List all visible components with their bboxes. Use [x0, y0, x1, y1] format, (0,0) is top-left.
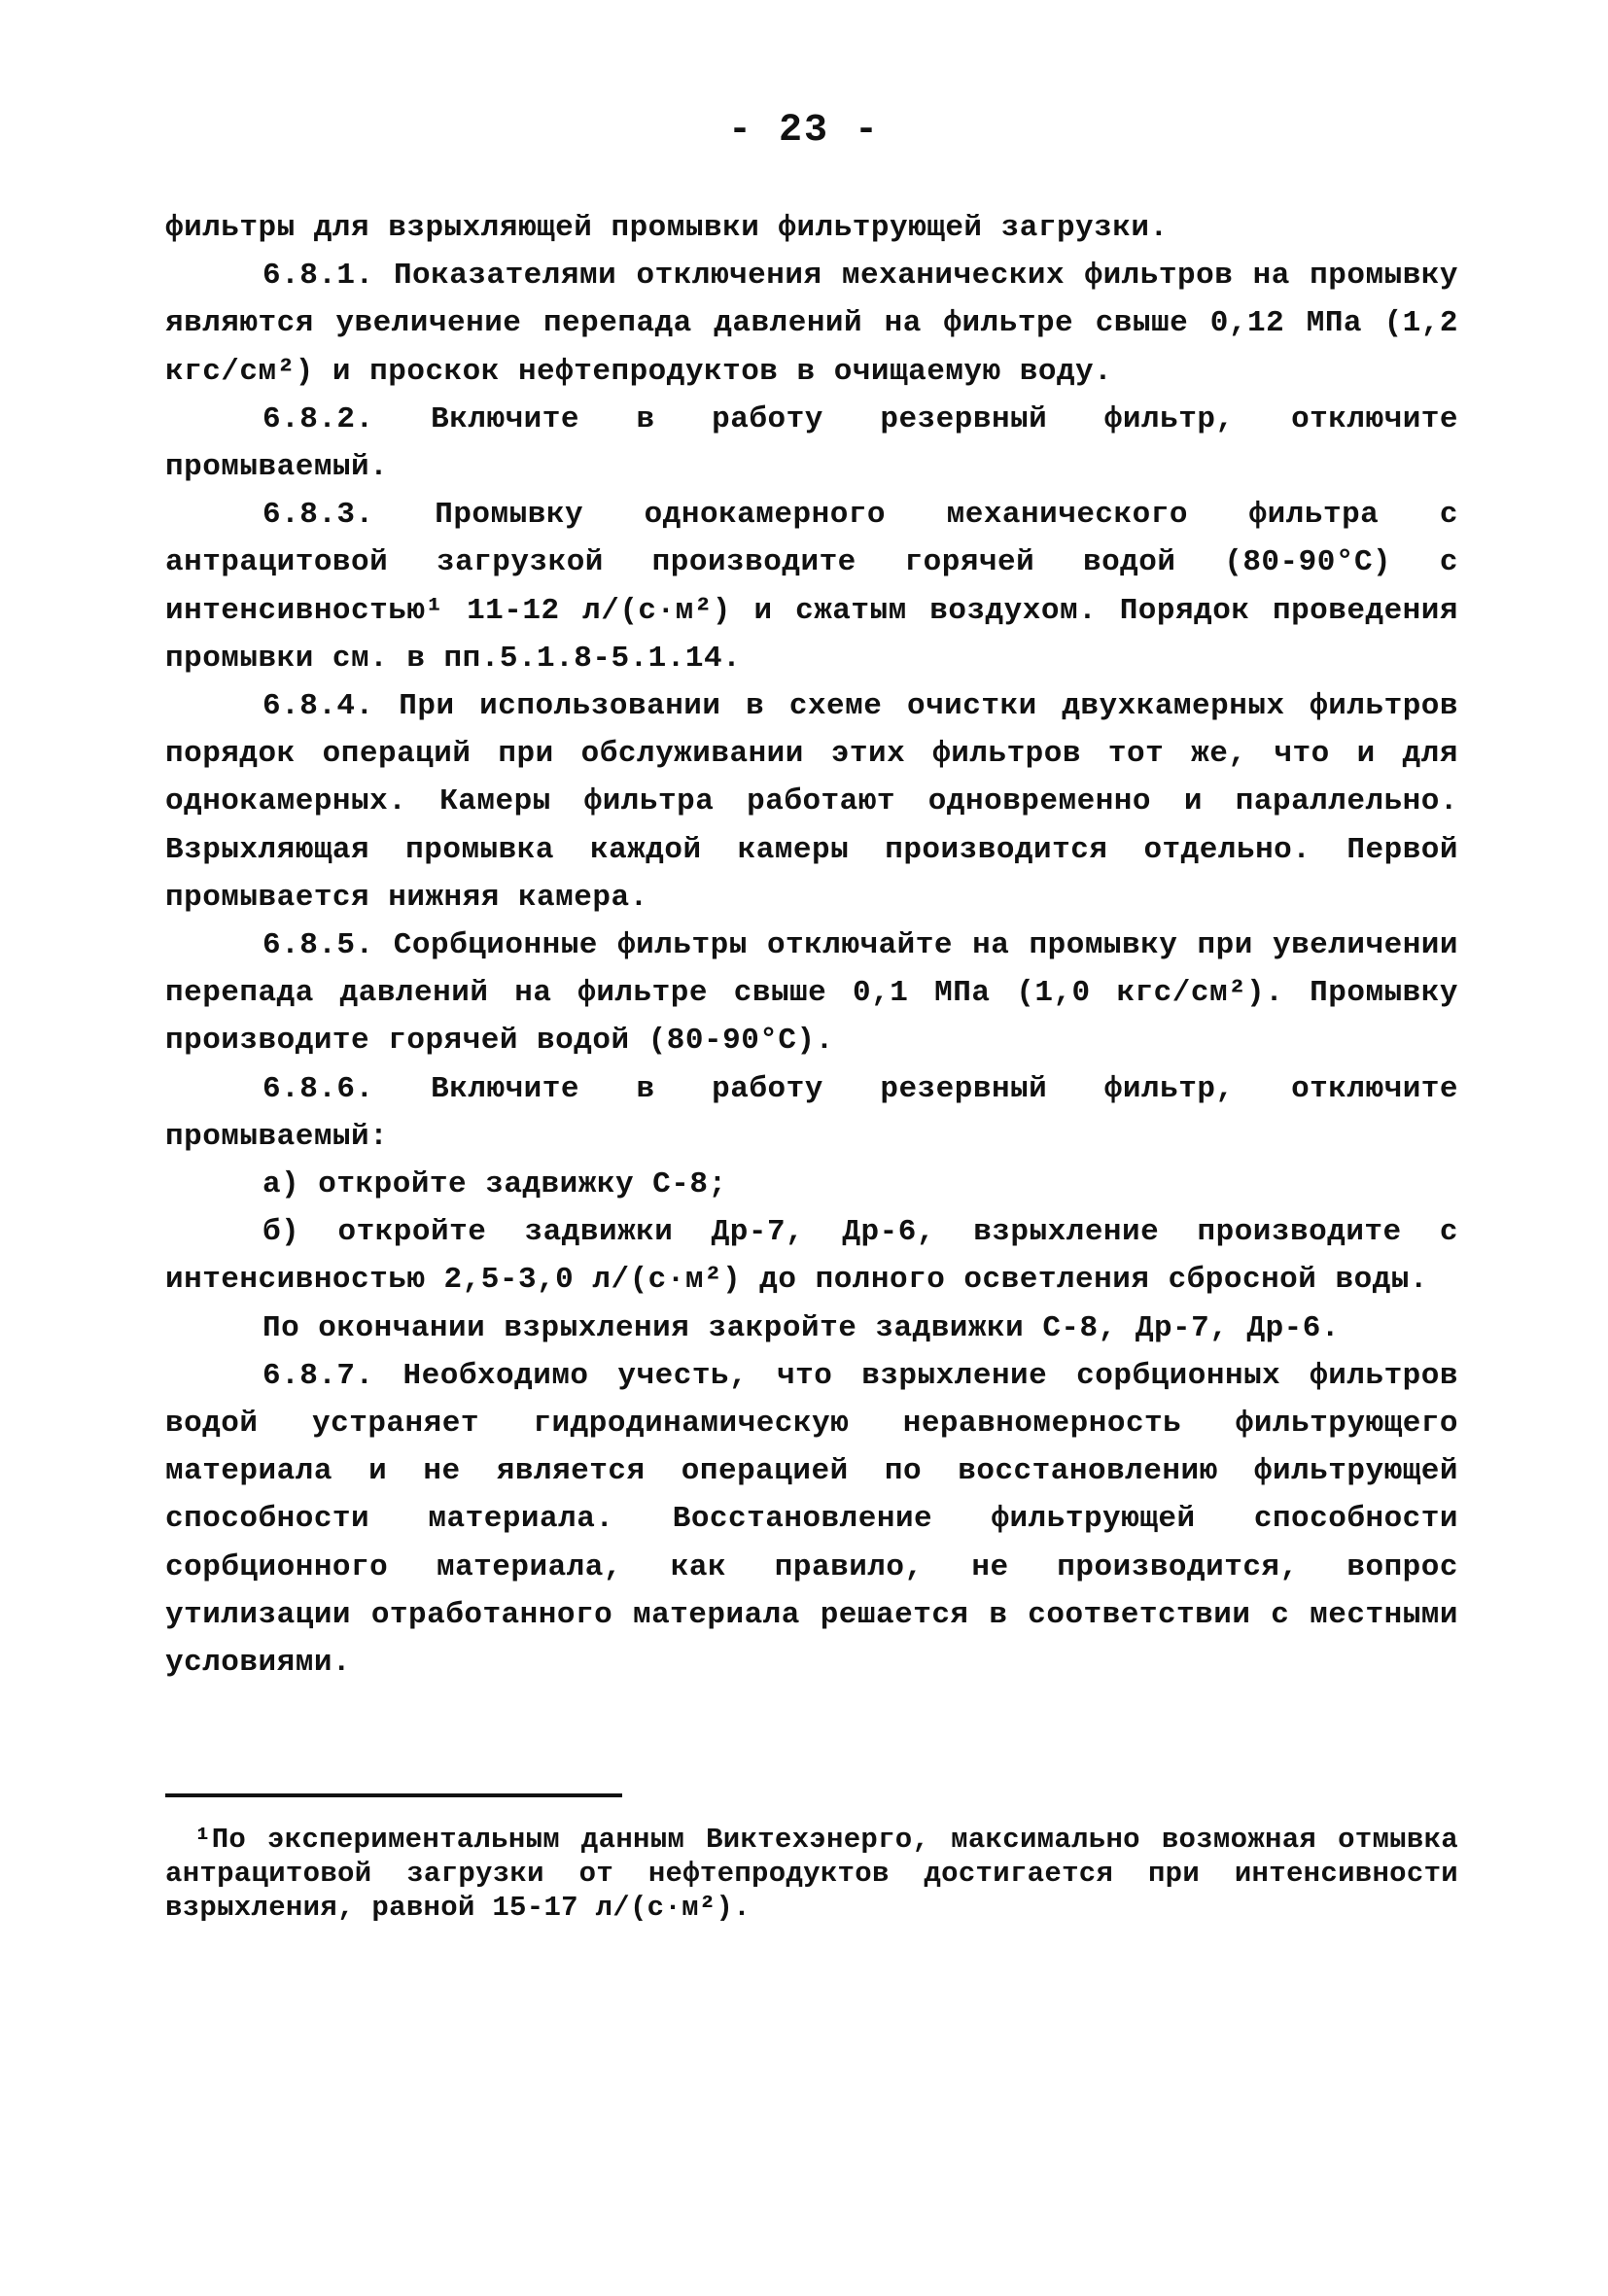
- list-item-a: а) откройте задвижку С-8;: [262, 1167, 727, 1202]
- footnote-divider: [165, 1793, 622, 1797]
- paragraph-6-8-5: 6.8.5. Сорбционные фильтры отключайте на промывку при увеличении перепада давлений на фильтре свыше 0,1 МПа (1,0 кгс/см²). Промывку производите горячей водой (80-90°С).: [165, 928, 1458, 1059]
- body-text: [165, 204, 1458, 1687]
- paragraph-6-8-6: 6.8.6. Включите в работу резервный фильтр, отключите промываемый:: [165, 1071, 1458, 1154]
- paragraph-6-8-3: 6.8.3. Промывку однокамерного механического фильтра с антрацитовой загрузкой производите горячей водой (80-90°С) с интенсивностью¹ 11-12 л/(с·м²) и сжатым воздухом. Порядок проведения промывки см. в пп.5.1.8-5.1.14.: [165, 498, 1458, 676]
- page-number: - 23 -: [727, 109, 881, 153]
- list-item-b: б) откройте задвижки Др-7, Др-6, взрыхление производите с интенсивностью 2,5-3,0 л/(с·м²) до полного осветления сбросной воды.: [165, 1215, 1458, 1298]
- footnote: ¹По экспериментальным данным Виктехэнерго, максимально возможная отмывка антрацитовой загрузки от нефтепродуктов достигается при интенсивности взрыхления, равной 15-17 л/(с·м²).: [165, 1824, 1458, 1924]
- paragraph-closing-valves: По окончании взрыхления закройте задвижки С-8, Др-7, Др-6.: [262, 1310, 1340, 1345]
- paragraph-6-8-7: 6.8.7. Необходимо учесть, что взрыхление сорбционных фильтров водой устраняет гидродинамическую неравномерность фильтрующего материала и не является операцией по восстановлению фильтрующей способности материала. Восстановление фильтрующей способности сорбционного материала, как правило, не производится, вопрос утилизации отработанного материала решается в соответствии с местными условиями.: [165, 1358, 1458, 1681]
- paragraph-6-8-1: 6.8.1. Показателями отключения механических фильтров на промывку являются увеличение перепада давлений на фильтре свыше 0,12 МПа (1,2 кгс/см²) и проскок нефтепродуктов в очищаемую воду.: [165, 259, 1458, 389]
- paragraph-6-8-4: 6.8.4. При использовании в схеме очистки двухкамерных фильтров порядок операций при обслуживании этих фильтров тот же, что и для однокамерных. Камеры фильтра работают одновременно и параллельно. Взрыхляющая промывка каждой камеры производится отдельно. Первой промывается нижняя камера.: [165, 689, 1458, 915]
- paragraph-6-8-2: 6.8.2. Включите в работу резервный фильтр, отключите промываемый.: [165, 401, 1458, 485]
- paragraph-continuation: фильтры для взрыхляющей промывки фильтрующей загрузки.: [165, 211, 1169, 245]
